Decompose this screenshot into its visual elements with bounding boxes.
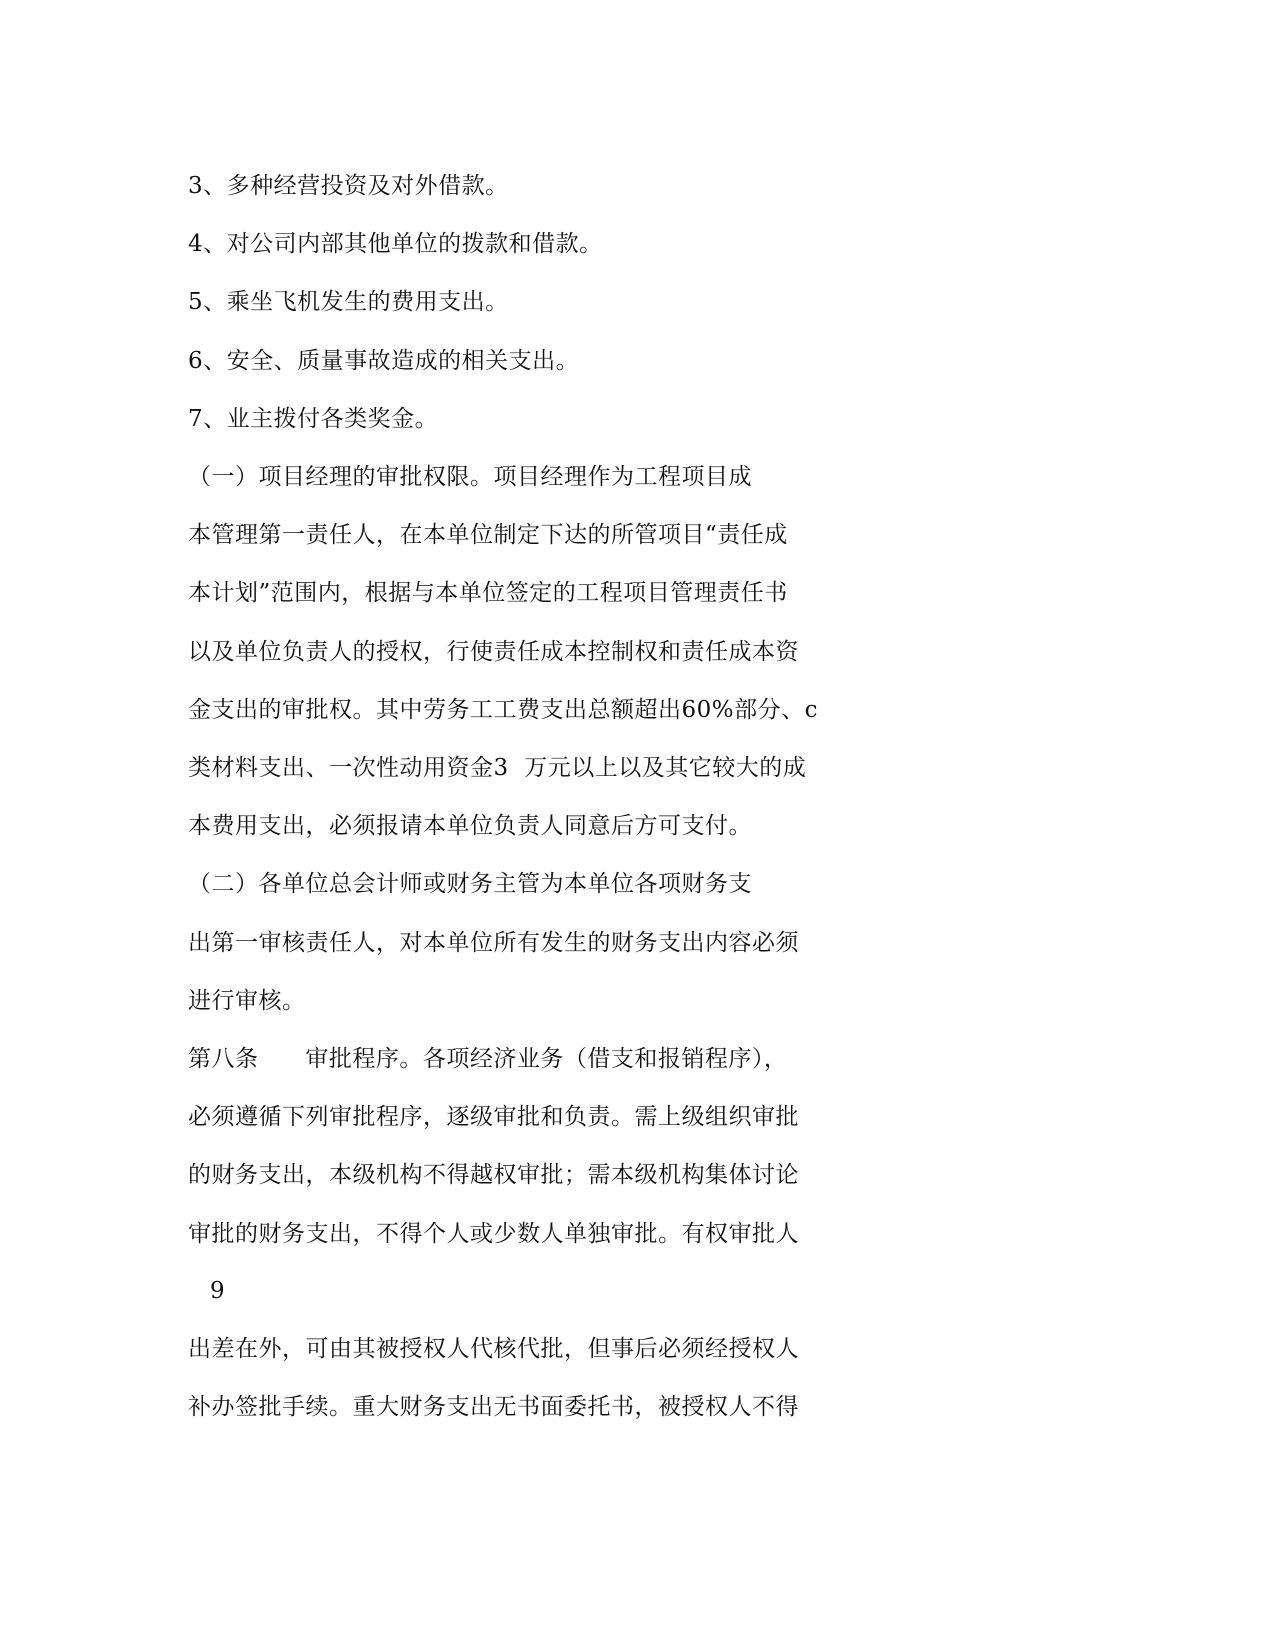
text-line: 第八条 审批程序。各项经济业务（借支和报销程序）， bbox=[188, 1046, 788, 1072]
text-line: 进行审核。 bbox=[188, 988, 306, 1014]
text-line: 6、安全、质量事故造成的相关支出。 bbox=[188, 348, 580, 374]
text-line: 7、业主拨付各类奖金。 bbox=[188, 406, 439, 432]
text-line: 金支出的审批权。其中劳务工工费支出总额超出60%部分、c bbox=[188, 697, 819, 723]
text-line: （二）各单位总会计师或财务主管为本单位各项财务支 bbox=[188, 871, 752, 897]
text-line: 出差在外，可由其被授权人代核代批，但事后必须经授权人 bbox=[188, 1336, 799, 1362]
text-line: 本管理第一责任人，在本单位制定下达的所管项目“责任成 bbox=[188, 522, 788, 548]
text-line: 类材料支出、一次性动用资金3 万元以上以及其它较大的成 bbox=[188, 755, 807, 781]
text-line: 必须遵循下列审批程序，逐级审批和负责。需上级组织审批 bbox=[188, 1104, 799, 1130]
text-line: 本费用支出，必须报请本单位负责人同意后方可支付。 bbox=[188, 813, 752, 839]
text-line: 的财务支出，本级机构不得越权审批；需本级机构集体讨论 bbox=[188, 1162, 799, 1188]
text-line: 审批的财务支出，不得个人或少数人单独审批。有权审批人 bbox=[188, 1221, 799, 1247]
text-line: 出第一审核责任人，对本单位所有发生的财务支出内容必须 bbox=[188, 930, 799, 956]
text-line: 4、对公司内部其他单位的拨款和借款。 bbox=[188, 231, 603, 257]
text-line: 5、乘坐飞机发生的费用支出。 bbox=[188, 289, 509, 315]
text-line: 3、多种经营投资及对外借款。 bbox=[188, 173, 509, 199]
text-line: 本计划”范围内，根据与本单位签定的工程项目管理责任书 bbox=[188, 580, 788, 606]
text-line: （一）项目经理的审批权限。项目经理作为工程项目成 bbox=[188, 464, 752, 490]
text-line: 补办签批手续。重大财务支出无书面委托书，被授权人不得 bbox=[188, 1394, 799, 1420]
text-line: 以及单位负责人的授权，行使责任成本控制权和责任成本资 bbox=[188, 639, 799, 665]
page-number: 9 bbox=[210, 1278, 225, 1304]
